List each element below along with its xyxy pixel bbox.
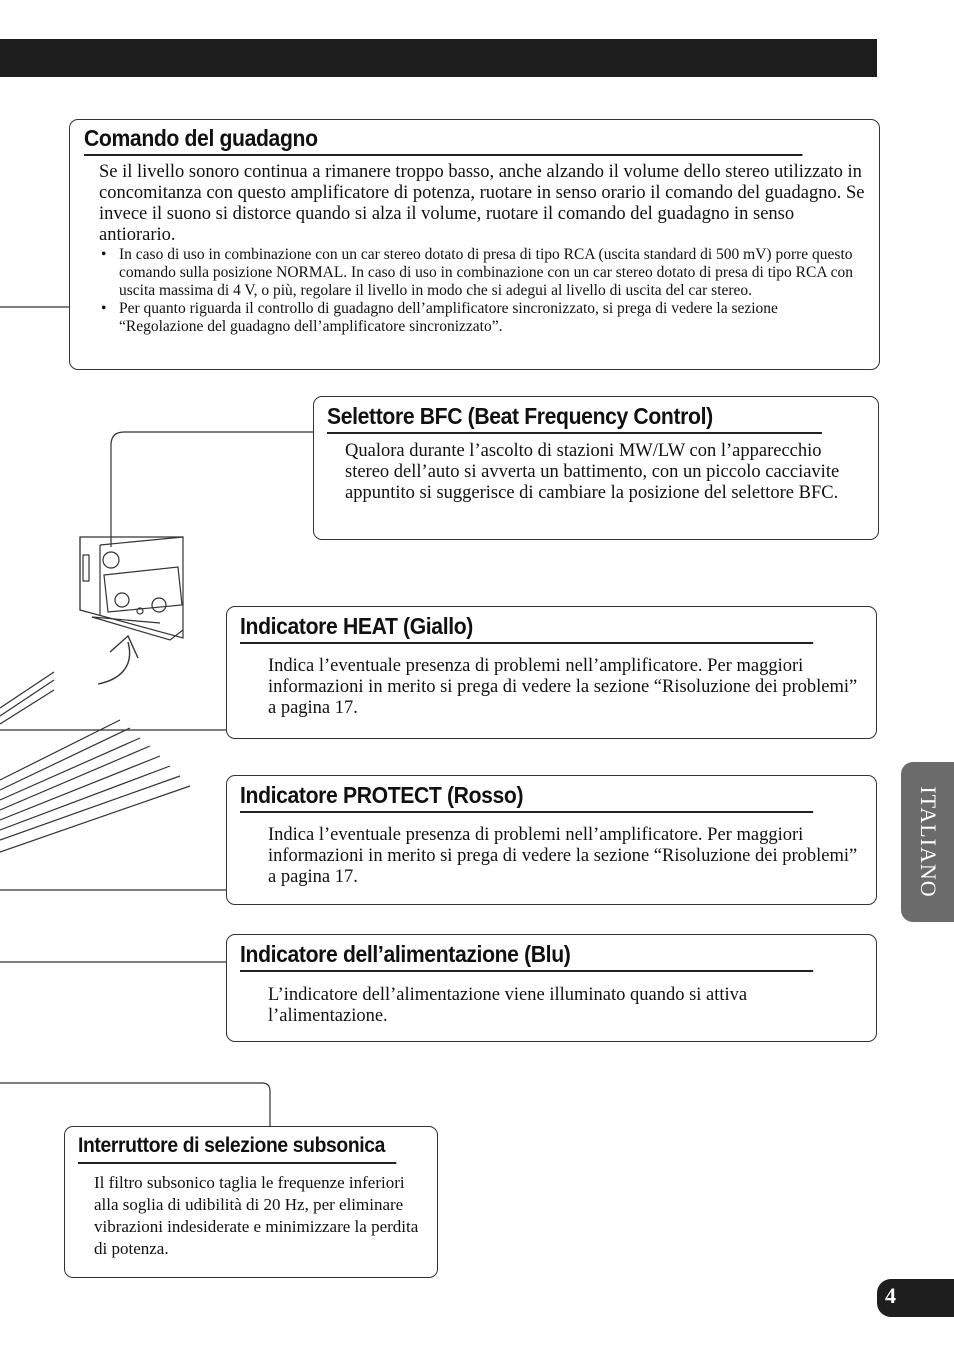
gain-control-title: Comando del guadagno	[84, 124, 803, 156]
gain-note-rca: • In caso di uso in combinazione con un car stereo dotato di presa di tipo RCA (uscita standard di 500 mV) porre questo comando sulla posizione NORMAL. In caso di uso in combinazione con un car stereo dotato di presa di tipo RCA con uscita massima di 4 V, o più, regolare il livello in modo che si adegui al livello di uscita del car stereo.	[99, 246, 865, 300]
gain-control-body: Se il livello sonoro continua a rimanere troppo basso, anche alzando il volume dello stereo utilizzato in concomitanza con questo amplificatore di potenza, ruotare in senso orario il comando del guadagno. Se invece il suono si distorce quando si alza il volume, ruotare il comando del guadagno in senso antiorario.	[99, 162, 865, 245]
gain-control-box	[69, 119, 880, 370]
page-number-tab	[877, 1279, 954, 1317]
bfc-selector-box	[313, 396, 879, 540]
protect-indicator-title: Indicatore PROTECT (Rosso)	[240, 781, 813, 813]
protect-indicator-box	[226, 775, 877, 905]
power-indicator-box	[226, 934, 877, 1042]
subsonic-switch-title: Interruttore di selezione subsonica	[78, 1132, 396, 1164]
subsonic-switch-box	[64, 1126, 438, 1278]
language-tab-label: ITALIANO	[915, 786, 941, 898]
power-indicator-title: Indicatore dell’alimentazione (Blu)	[240, 940, 813, 972]
bfc-selector-body: Qualora durante l’ascolto di stazioni MW/LW con l’apparecchio stereo dell’auto si avverta un battimento, con un piccolo cacciavite appuntito si suggerisce di cambiare la posizione del selettore BFC.	[345, 441, 840, 503]
heat-indicator-box	[226, 606, 877, 739]
power-indicator-body: L’indicatore dell’alimentazione viene illuminato quando si attiva l’alimentazione.	[268, 985, 748, 1026]
heat-indicator-title: Indicatore HEAT (Giallo)	[240, 612, 813, 644]
heat-indicator-body: Indica l’eventuale presenza di problemi nell’amplificatore. Per maggiori informazioni in merito si prega di vedere la sezione “Risoluzione dei problemi” a pagina 17.	[268, 656, 858, 718]
page-number: 4	[885, 1283, 896, 1308]
gain-note-sync: • Per quanto riguarda il controllo di guadagno dell’amplificatore sincronizzato, si prega di vedere la sezione “Regolazione del guadagno dell’amplificatore sincronizzato”.	[99, 300, 865, 336]
language-tab	[901, 762, 954, 922]
bfc-selector-title: Selettore BFC (Beat Frequency Control)	[327, 402, 822, 434]
subsonic-switch-body: Il filtro subsonico taglia le frequenze inferiori alla soglia di udibilità di 20 Hz, per eliminare vibrazioni indesiderate e minimizzare la perdita di potenza.	[94, 1173, 419, 1258]
gain-control-notes	[99, 246, 865, 336]
protect-indicator-body: Indica l’eventuale presenza di problemi nell’amplificatore. Per maggiori informazioni in merito si prega di vedere la sezione “Risoluzione dei problemi” a pagina 17.	[268, 825, 858, 887]
